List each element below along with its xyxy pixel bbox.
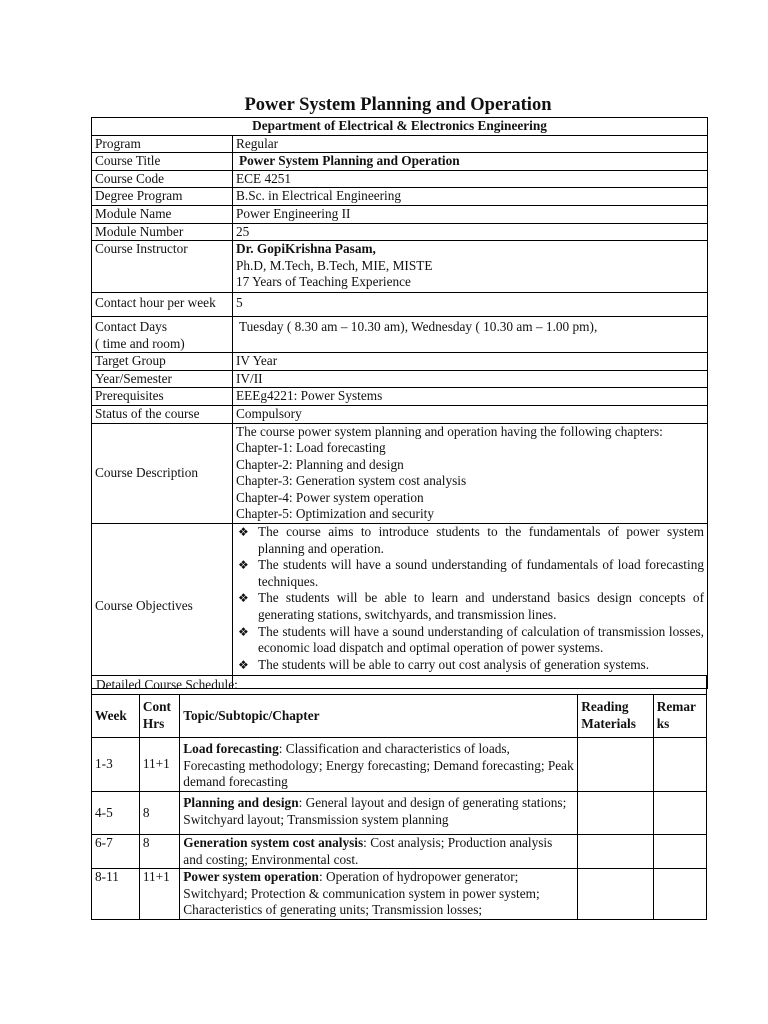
cell-reading xyxy=(578,835,654,869)
diamond-bullet-icon: ❖ xyxy=(238,657,249,672)
instructor-name: Dr. GopiKrishna Pasam, xyxy=(236,241,376,257)
description-line: The course power system planning and operation having the following chapters: xyxy=(236,423,663,439)
info-row-target-group xyxy=(92,353,708,371)
value-prerequisites: EEEg4221: Power Systems xyxy=(233,388,708,406)
info-row-description xyxy=(92,423,708,524)
label-description: Course Description xyxy=(92,423,233,524)
topic-title: Planning and design xyxy=(183,795,299,810)
cell-week: 8-11 xyxy=(92,869,140,920)
value-description xyxy=(233,423,708,524)
info-row-course-code xyxy=(92,170,708,188)
course-info-table xyxy=(91,117,708,689)
label-target-group: Target Group xyxy=(92,353,233,371)
header-reading-line1: Reading xyxy=(581,699,629,715)
description-line: Chapter-3: Generation system cost analysis xyxy=(236,473,467,489)
cell-remarks xyxy=(653,869,706,920)
value-degree-program: B.Sc. in Electrical Engineering xyxy=(233,188,708,206)
objective-item xyxy=(236,590,704,623)
header-contact-hours xyxy=(139,695,179,738)
cell-reading xyxy=(578,738,654,792)
instructor-degrees: Ph.D, M.Tech, B.Tech, MIE, MISTE xyxy=(236,257,433,273)
contact-days-text: Tuesday ( 8.30 am – 10.30 am), Wednesday ( 10.30 am – 1.00 pm), xyxy=(239,318,598,334)
table-row xyxy=(92,792,707,835)
objective-text: The students will have a sound understanding of calculation of transmission losses, economic load dispatch and optimal operation of power systems. xyxy=(258,623,704,656)
info-row-module-number xyxy=(92,223,708,241)
header-remarks-line2: ks xyxy=(656,716,670,731)
label-program: Program xyxy=(92,135,233,153)
objective-item xyxy=(236,524,704,557)
instructor-experience: 17 Years of Teaching Experience xyxy=(236,274,411,290)
cell-hours: 11+1 xyxy=(139,869,179,920)
label-course-title: Course Title xyxy=(92,153,233,171)
cell-topic xyxy=(180,738,578,792)
info-row-year-semester xyxy=(92,370,708,388)
info-row-contact-hour xyxy=(92,292,708,316)
topic-details: : General layout and design of generating stations; Switchyard layout; Transmission system planning xyxy=(183,795,567,827)
schedule-table xyxy=(91,694,707,920)
topic-details: : Operation of hydropower generator; Switchyard; Protection & communication system in power system; Characteristics of generating units; Transmission losses; xyxy=(183,869,540,918)
description-line: Chapter-4: Power system operation xyxy=(236,489,424,505)
info-row-prerequisites xyxy=(92,388,708,406)
label-contact-hour: Contact hour per week xyxy=(92,292,233,316)
label-course-code: Course Code xyxy=(92,170,233,188)
value-module-name: Power Engineering II xyxy=(233,205,708,223)
header-remarks xyxy=(653,695,706,738)
topic-title: Load forecasting xyxy=(183,741,279,756)
header-reading-line2: Materials xyxy=(581,716,636,731)
contact-days-label-line1: Contact Days xyxy=(95,318,168,334)
diamond-bullet-icon: ❖ xyxy=(238,525,249,540)
table-row xyxy=(92,835,707,869)
cell-topic xyxy=(180,869,578,920)
info-row-objectives xyxy=(92,524,708,689)
header-topic: Topic/Subtopic/Chapter xyxy=(180,695,578,738)
topic-details: : Cost analysis; Production analysis and costing; Environmental cost. xyxy=(183,835,553,867)
label-prerequisites: Prerequisites xyxy=(92,388,233,406)
objective-text: The students will be able to carry out cost analysis of generation systems. xyxy=(258,656,650,672)
value-course-code: ECE 4251 xyxy=(233,170,708,188)
topic-title: Power system operation xyxy=(183,869,319,885)
info-row-degree-program xyxy=(92,188,708,206)
info-row-course-title xyxy=(92,153,708,171)
value-contact-hour: 5 xyxy=(233,292,708,316)
label-year-semester: Year/Semester xyxy=(92,370,233,388)
cell-topic xyxy=(180,835,578,869)
cell-week: 6-7 xyxy=(92,835,140,869)
cell-remarks xyxy=(653,792,706,835)
info-row-module-name xyxy=(92,205,708,223)
cell-hours: 8 xyxy=(139,792,179,835)
document-title: Power System Planning and Operation xyxy=(244,95,552,115)
value-module-number: 25 xyxy=(233,223,708,241)
header-contact-hours-line1: Cont xyxy=(142,699,171,715)
objective-text: The students will be able to learn and understand basics design concepts of generating stations, switchyards, and transmission lines. xyxy=(258,590,704,623)
label-objectives: Course Objectives xyxy=(92,524,233,689)
objective-text: The course aims to introduce students to the fundamentals of power system planning and operation. xyxy=(258,524,704,556)
info-row-instructor xyxy=(92,241,708,293)
label-instructor: Course Instructor xyxy=(92,241,233,293)
table-row xyxy=(92,869,707,920)
value-contact-days xyxy=(233,316,708,352)
schedule-header-row xyxy=(92,695,707,738)
cell-hours: 11+1 xyxy=(139,738,179,792)
label-module-name: Module Name xyxy=(92,205,233,223)
course-title-text: Power System Planning and Operation xyxy=(239,153,460,169)
topic-details: : Classification and characteristics of loads, Forecasting methodology; Energy forecasting; Demand forecasting; Peak demand forecasting xyxy=(183,741,574,790)
header-reading xyxy=(578,695,654,738)
department-name: Department of Electrical & Electronics Engineering xyxy=(92,118,708,136)
description-line: Chapter-2: Planning and design xyxy=(236,456,404,472)
value-year-semester: IV/II xyxy=(233,370,708,388)
label-degree-program: Degree Program xyxy=(92,188,233,206)
header-week: Week xyxy=(92,695,140,738)
objective-text: The students will have a sound understanding of fundamentals of load forecasting techniques. xyxy=(258,557,704,589)
value-status: Compulsory xyxy=(233,405,708,423)
info-row-program xyxy=(92,135,708,153)
description-line: Chapter-5: Optimization and security xyxy=(236,506,435,522)
label-module-number: Module Number xyxy=(92,223,233,241)
objective-item xyxy=(236,624,704,657)
header-remarks-line1: Remar xyxy=(656,699,696,715)
cell-topic xyxy=(180,792,578,835)
contact-days-label-line2: ( time and room) xyxy=(95,335,185,351)
cell-reading xyxy=(578,792,654,835)
cell-remarks xyxy=(653,835,706,869)
cell-hours: 8 xyxy=(139,835,179,869)
value-objectives xyxy=(233,524,708,689)
header-contact-hours-line2: Hrs xyxy=(142,716,165,731)
label-status: Status of the course xyxy=(92,405,233,423)
info-row-status xyxy=(92,405,708,423)
cell-week: 1-3 xyxy=(92,738,140,792)
objective-item xyxy=(236,657,704,674)
value-program: Regular xyxy=(233,135,708,153)
cell-remarks xyxy=(653,738,706,792)
label-contact-days xyxy=(92,316,233,352)
cell-week: 4-5 xyxy=(92,792,140,835)
diamond-bullet-icon: ❖ xyxy=(238,591,249,606)
description-line: Chapter-1: Load forecasting xyxy=(236,440,386,456)
value-target-group: IV Year xyxy=(233,353,708,371)
value-instructor xyxy=(233,241,708,293)
info-row-contact-days xyxy=(92,316,708,352)
value-course-title xyxy=(233,153,708,171)
diamond-bullet-icon: ❖ xyxy=(238,558,249,573)
topic-title: Generation system cost analysis xyxy=(183,835,364,850)
cell-reading xyxy=(578,869,654,920)
objectives-list xyxy=(236,524,704,673)
schedule-caption: Detailed Course Schedule: xyxy=(91,675,707,695)
table-row xyxy=(92,738,707,792)
diamond-bullet-icon: ❖ xyxy=(238,624,249,639)
objective-item xyxy=(236,557,704,590)
